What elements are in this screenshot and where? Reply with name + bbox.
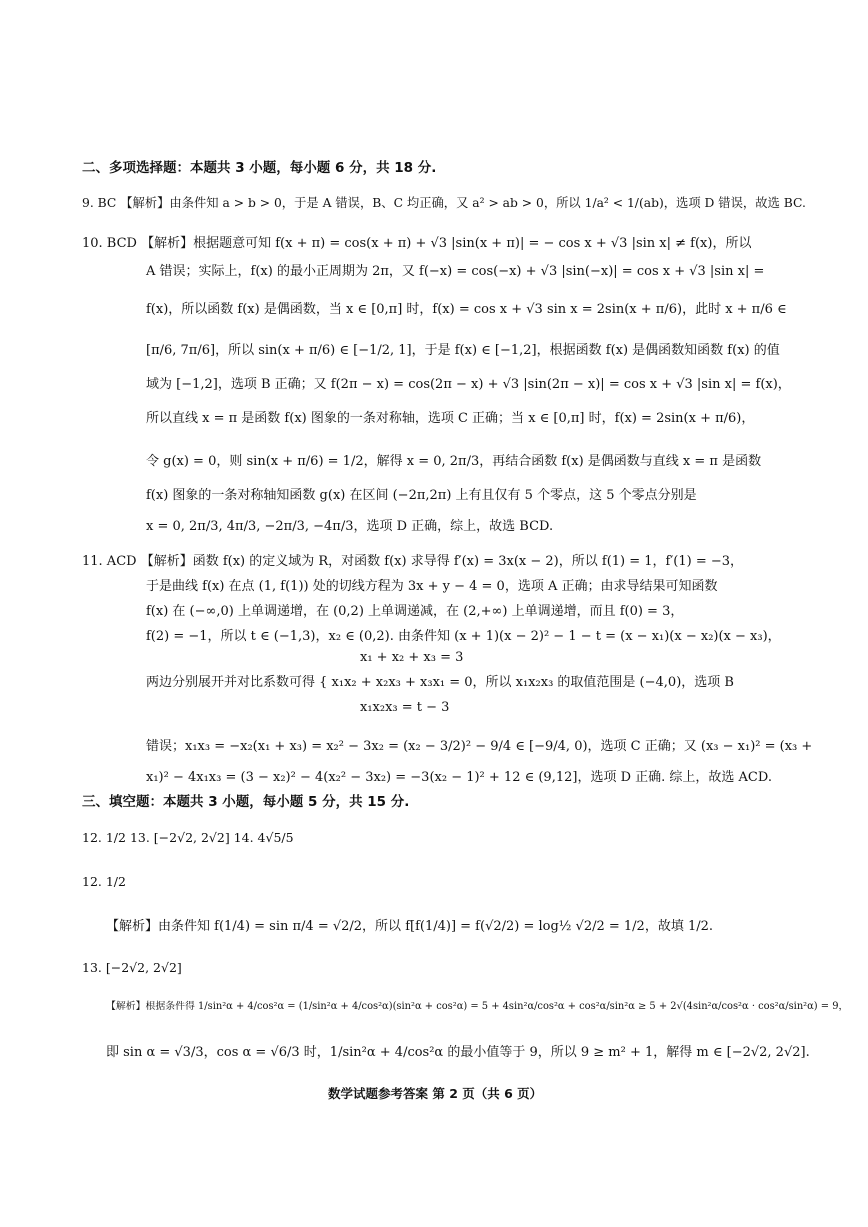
- answer-line: 于是曲线 f(x) 在点 (1, f(1)) 处的切线方程为 3x + y − 4 = 0，选项 A 正确；由求导结果可知函数: [146, 579, 718, 594]
- page-footer: 数学试题参考答案 第 2 页（共 6 页）: [328, 1086, 543, 1101]
- answer-line: 10. BCD 【解析】根据题意可知 f(x + π) = cos(x + π) + √3 |sin(x + π)| = − cos x + √3 |sin x| ≠ f(x)，所以: [82, 236, 752, 251]
- answer-line: 错误；x₁x₃ = −x₂(x₁ + x₃) = x₂² − 3x₂ = (x₂ − 3/2)² − 9/4 ∈ [−9/4, 0)，选项 C 正确；又 (x₃ − x₁)² = (x₃ +: [146, 739, 813, 754]
- answer-line: x₁)² − 4x₁x₃ = (3 − x₂)² − 4(x₂² − 3x₂) = −3(x₂ − 1)² + 12 ∈ (9,12]，选项 D 正确. 综上，故选 ACD.: [146, 770, 772, 785]
- answer-line: 所以直线 x = π 是函数 f(x) 图象的一条对称轴，选项 C 正确；当 x ∈ [0,π] 时，f(x) = 2sin(x + π/6)，: [146, 411, 755, 426]
- answer-line: 令 g(x) = 0，则 sin(x + π/6) = 1/2，解得 x = 0, 2π/3，再结合函数 f(x) 是偶函数与直线 x = π 是函数: [146, 454, 762, 469]
- answer-line: 【解析】根据条件得 1/sin²α + 4/cos²α = (1/sin²α + 4/cos²α)(sin²α + cos²α) = 5 + 4sin²α/cos²α + cos²α/sin²α ≥ 5 + 2√(4sin²α/cos²α · cos²α/sin²α) = 9，: [106, 1001, 849, 1012]
- answer-line: x = 0, 2π/3, 4π/3, −2π/3, −4π/3，选项 D 正确，综上，故选 BCD.: [146, 519, 554, 534]
- system-equation-1: x₁ + x₂ + x₃ = 3: [360, 650, 464, 665]
- answer-line: 【解析】由条件知 f(1/4) = sin π/4 = √2/2，所以 f[f(1/4)] = f(√2/2) = log½ √2/2 = 1/2，故填 1/2.: [106, 919, 714, 934]
- answer-line: [π/6, 7π/6]，所以 sin(x + π/6) ∈ [−1/2, 1]，于是 f(x) ∈ [−1,2]，根据函数 f(x) 是偶函数知函数 f(x) 的值: [146, 343, 780, 358]
- answer-13-heading: 13. [−2√2, 2√2]: [82, 960, 182, 975]
- answer-line: 11. ACD 【解析】函数 f(x) 的定义域为 R，对函数 f(x) 求导得 f′(x) = 3x(x − 2)，所以 f(1) = 1，f′(1) = −3，: [82, 554, 744, 569]
- section-header-fill-blank: 三、填空题：本题共 3 小题，每小题 5 分，共 15 分.: [82, 794, 410, 810]
- answer-line: f(x) 图象的一条对称轴知函数 g(x) 在区间 (−2π,2π) 上有且仅有 5 个零点，这 5 个零点分别是: [146, 488, 697, 503]
- answer-12-heading: 12. 1/2: [82, 874, 126, 889]
- answer-line: f(2) = −1，所以 t ∈ (−1,3)，x₂ ∈ (0,2). 由条件知 (x + 1)(x − 2)² − 1 − t = (x − x₁)(x − x₂)(x − x₃)，: [146, 629, 781, 644]
- answer-line: 域为 [−1,2]，选项 B 正确；又 f(2π − x) = cos(2π − x) + √3 |sin(2π − x)| = cos x + √3 |sin x| = f(x)，: [146, 377, 791, 392]
- answer-line: f(x)，所以函数 f(x) 是偶函数，当 x ∈ [0,π] 时，f(x) = cos x + √3 sin x = 2sin(x + π/6)，此时 x + π/6 ∈: [146, 302, 787, 317]
- system-equation-3: x₁x₂x₃ = t − 3: [360, 700, 450, 715]
- answer-line: 9. BC 【解析】由条件知 a > b > 0，于是 A 错误，B、C 均正确，又 a² > ab > 0，所以 1/a² < 1/(ab)，选项 D 错误，故选 BC.: [82, 196, 806, 210]
- answer-line: f(x) 在 (−∞,0) 上单调递增，在 (0,2) 上单调递减，在 (2,+∞) 上单调递增，而且 f(0) = 3，: [146, 604, 684, 619]
- answer-line: 即 sin α = √3/3，cos α = √6/3 时，1/sin²α + 4/cos²α 的最小值等于 9，所以 9 ≥ m² + 1，解得 m ∈ [−2√2, 2√2].: [106, 1045, 810, 1060]
- section-header-multi-choice: 二、多项选择题：本题共 3 小题，每小题 6 分，共 18 分.: [82, 160, 437, 176]
- answer-line: A 错误；实际上，f(x) 的最小正周期为 2π，又 f(−x) = cos(−x) + √3 |sin(−x)| = cos x + √3 |sin x| =: [146, 264, 765, 279]
- answer-line: 两边分别展开并对比系数可得 { x₁x₂ + x₂x₃ + x₃x₁ = 0，所以 x₁x₂x₃ 的取值范围是 (−4,0)，选项 B: [146, 675, 734, 690]
- answer-summary: 12. 1/2 13. [−2√2, 2√2] 14. 4√5/5: [82, 830, 294, 845]
